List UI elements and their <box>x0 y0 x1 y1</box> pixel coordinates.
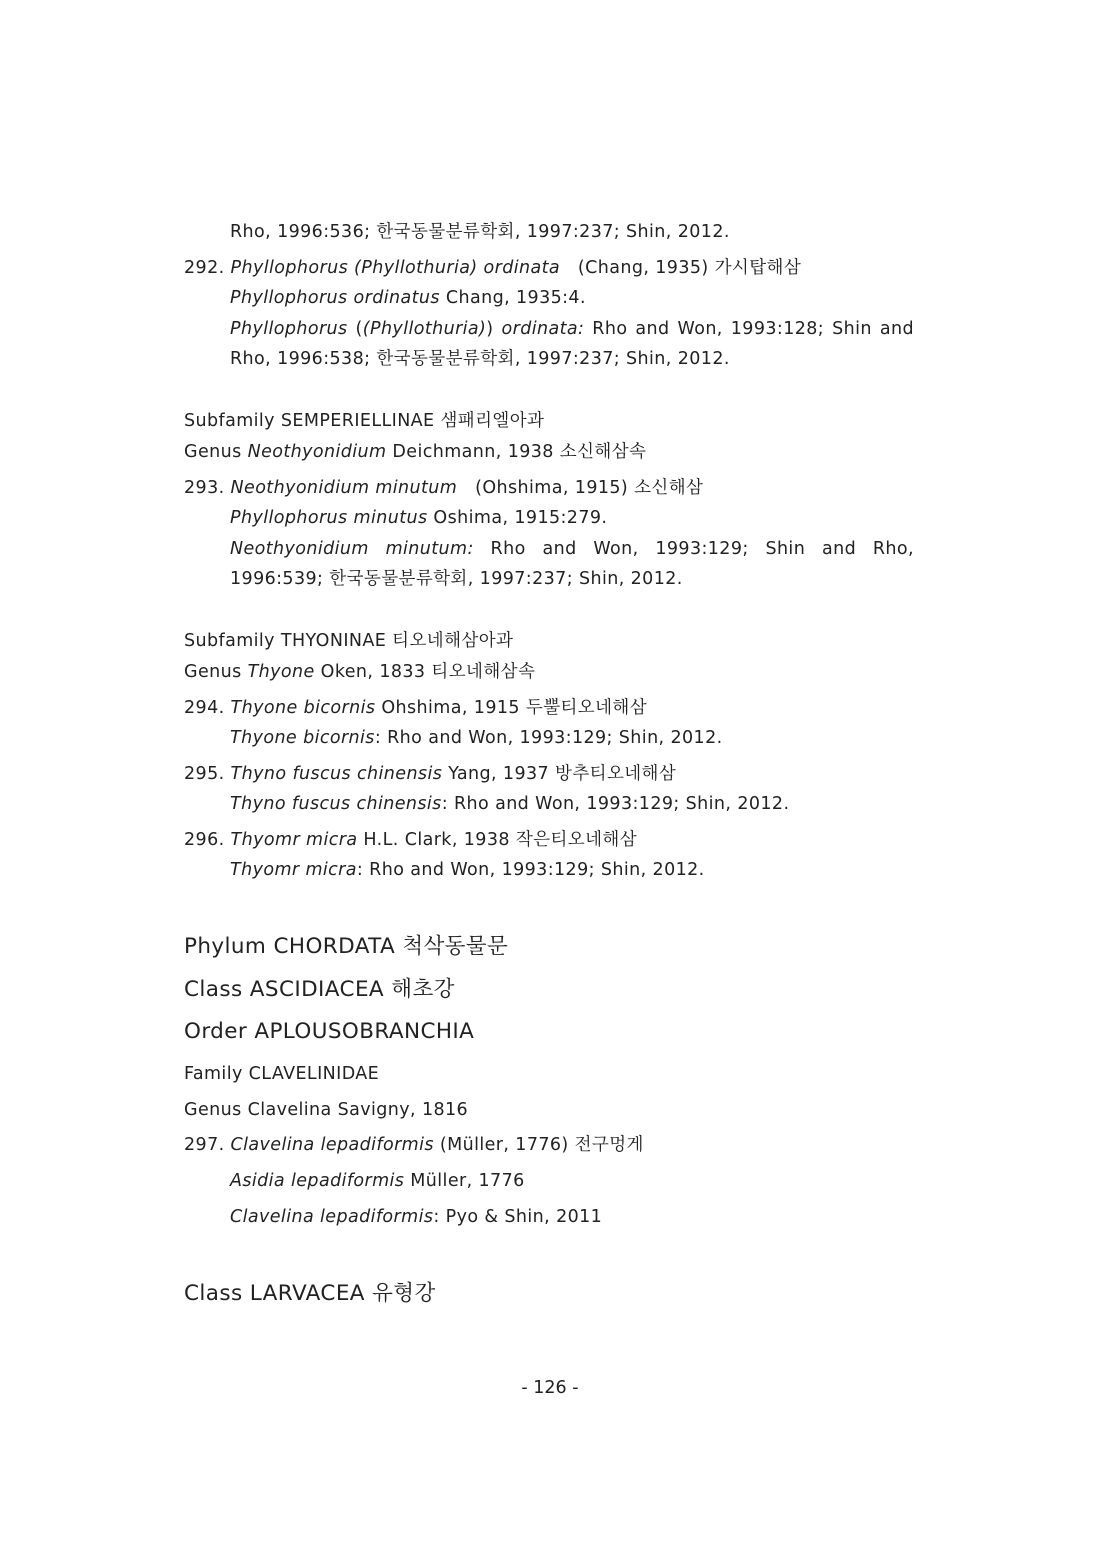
page-number: - 126 - <box>521 1378 579 1398</box>
word: 1993:129; <box>655 539 749 559</box>
family-heading: Family CLAVELINIDAE <box>184 1064 380 1084</box>
synonym-citation: : Rho and Won, 1993:129; Shin, 2012. <box>374 728 723 748</box>
class-heading: Class ASCIDIACEA 해초강 <box>184 977 455 1002</box>
entry-number: 292. <box>184 258 225 278</box>
species-entry-296 <box>184 828 637 852</box>
genus-author: Deichmann, 1938 소신해삼속 <box>386 442 647 462</box>
word: Rho <box>490 539 526 559</box>
species-name: Thyno fuscus chinensis <box>230 764 443 784</box>
entry-number: 295. <box>184 764 225 784</box>
word: minutum: <box>385 539 474 559</box>
word: and <box>542 539 577 559</box>
word: Rho <box>592 319 628 339</box>
species-entry-295 <box>184 762 676 786</box>
text-line: Rho, 1996:536; 한국동물분류학회, 1997:237; Shin, 2012. <box>230 222 730 242</box>
synonym-line <box>230 792 789 816</box>
species-author: (Ohshima, 1915) 소신해삼 <box>475 478 704 498</box>
word: ((Phyllothuria)) <box>355 319 494 339</box>
word: Neothyonidium <box>230 539 369 559</box>
synonym-line-justified <box>230 537 914 561</box>
synonym-name: Phyllophorus minutus <box>230 508 428 528</box>
text-line: 1996:539; 한국동물분류학회, 1997:237; Shin, 2012. <box>230 569 683 589</box>
subfamily-heading: Subfamily SEMPERIELLINAE 샘패리엘아과 <box>184 411 545 431</box>
synonym-line <box>230 726 723 750</box>
genus-prefix: Genus <box>184 662 248 682</box>
genus-name: Neothyonidium <box>247 442 387 462</box>
synonym-name: Asidia lepadiformis <box>230 1171 405 1191</box>
species-author: (Müller, 1776) 전구멍게 <box>433 1135 644 1155</box>
word: 1993:128; <box>730 319 825 339</box>
word: (Phyllothuria) <box>362 319 487 339</box>
synonym-line <box>230 1169 525 1193</box>
word: and <box>821 539 857 559</box>
word: and <box>635 319 670 339</box>
species-name: Clavelina lepadiformis <box>230 1135 434 1155</box>
phylum-heading: Phylum CHORDATA 척삭동물문 <box>184 934 509 959</box>
genus-heading <box>184 660 535 684</box>
synonym-name: Thyomr micra <box>230 860 357 880</box>
species-name: Phyllophorus (Phyllothuria) ordinata <box>230 258 560 278</box>
word: and <box>879 319 914 339</box>
species-entry-294 <box>184 696 647 720</box>
entry-number: 294. <box>184 698 225 718</box>
synonym-name: Thyone bicornis <box>230 728 375 748</box>
word: Rho, <box>872 539 914 559</box>
word: Won, <box>593 539 639 559</box>
species-entry-292 <box>184 256 801 280</box>
species-author: Yang, 1937 방추티오네해삼 <box>442 764 677 784</box>
order-heading: Order APLOUSOBRANCHIA <box>184 1019 475 1044</box>
genus-name: Thyone <box>247 662 315 682</box>
word: Phyllophorus <box>230 319 348 339</box>
synonym-line <box>230 506 607 530</box>
synonym-citation: : Rho and Won, 1993:129; Shin, 2012. <box>356 860 705 880</box>
synonym-line <box>230 858 705 882</box>
subfamily-heading: Subfamily THYONINAE 티오네해삼아과 <box>184 631 514 651</box>
word: ordinata: <box>501 319 585 339</box>
text-line: Rho, 1996:538; 한국동물분류학회, 1997:237; Shin, 2012. <box>230 349 730 369</box>
species-author: Ohshima, 1915 두뿔티오네해삼 <box>375 698 648 718</box>
word: Shin <box>765 539 806 559</box>
entry-number: 296. <box>184 830 225 850</box>
word: Shin <box>832 319 872 339</box>
genus-prefix: Genus <box>184 442 248 462</box>
species-entry-297 <box>184 1133 644 1157</box>
synonym-name: Thyno fuscus chinensis <box>230 794 442 814</box>
species-author: H.L. Clark, 1938 작은티오네해삼 <box>357 830 637 850</box>
synonym-line <box>230 286 586 310</box>
synonym-name: Clavelina lepadiformis <box>230 1207 434 1227</box>
genus-heading: Genus Clavelina Savigny, 1816 <box>184 1100 469 1120</box>
word: Won, <box>677 319 723 339</box>
entry-number: 297. <box>184 1135 225 1155</box>
synonym-name: Phyllophorus ordinatus <box>230 288 440 308</box>
species-author: (Chang, 1935) 가시탑해삼 <box>577 258 802 278</box>
class-heading: Class LARVACEA 유형강 <box>184 1281 436 1306</box>
species-name: Thyomr micra <box>230 830 358 850</box>
synonym-citation: Oshima, 1915:279. <box>427 508 608 528</box>
genus-author: Oken, 1833 티오네해삼속 <box>314 662 536 682</box>
species-name: Neothyonidium minutum <box>230 478 458 498</box>
synonym-citation: Chang, 1935:4. <box>439 288 586 308</box>
genus-heading <box>184 440 646 464</box>
synonym-citation: Müller, 1776 <box>404 1171 525 1191</box>
species-entry-293 <box>184 476 703 500</box>
synonym-citation: : Rho and Won, 1993:129; Shin, 2012. <box>441 794 790 814</box>
synonym-citation: : Pyo & Shin, 2011 <box>433 1207 603 1227</box>
synonym-line-justified <box>230 317 914 341</box>
entry-number: 293. <box>184 478 225 498</box>
species-name: Thyone bicornis <box>230 698 376 718</box>
synonym-line <box>230 1205 602 1229</box>
